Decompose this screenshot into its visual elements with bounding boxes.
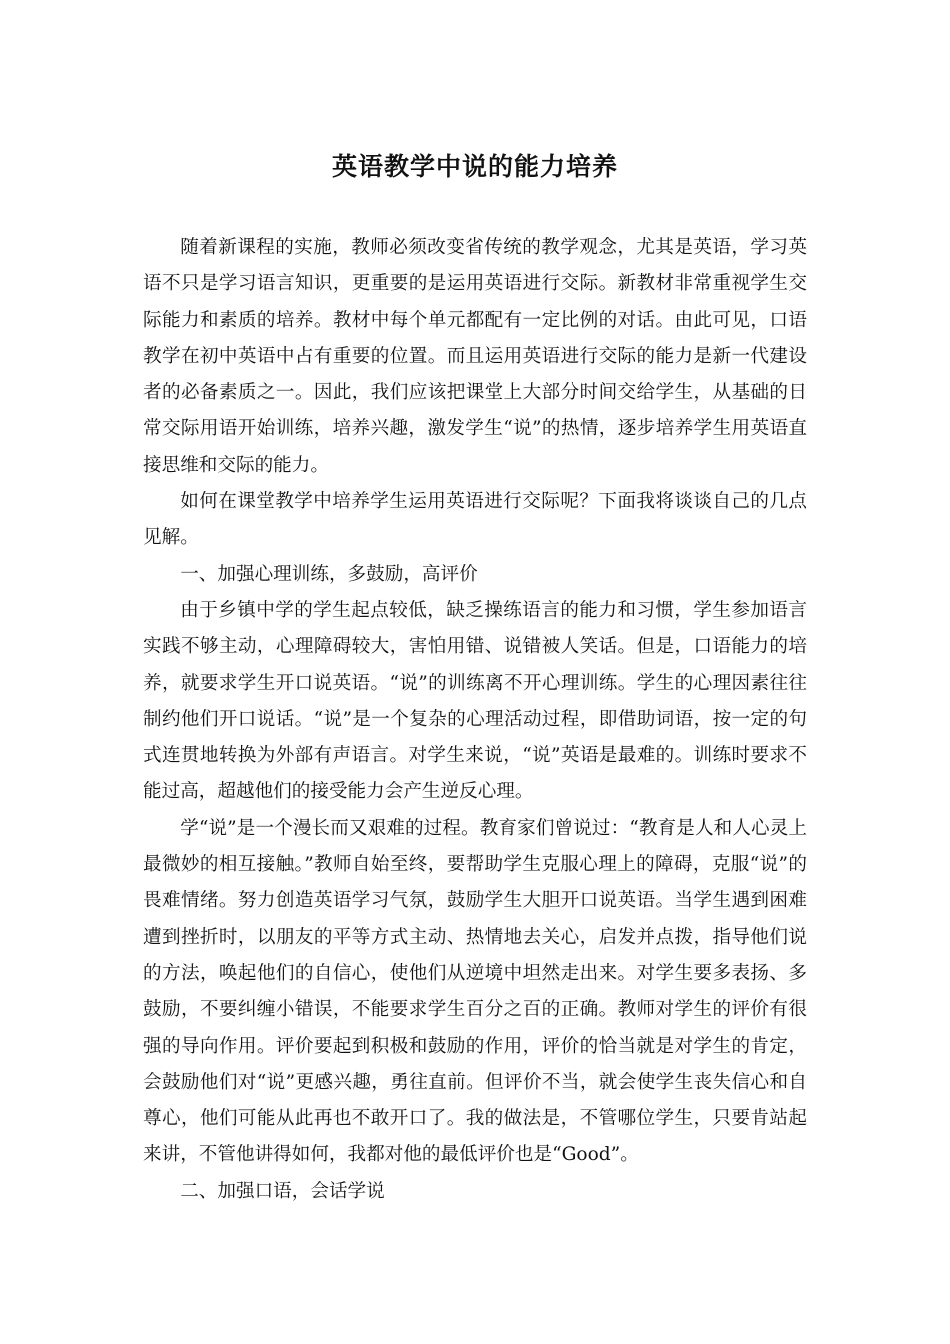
section-heading-1: 一、加强心理训练，多鼓励，高评价 xyxy=(180,563,478,585)
paragraph-section-1-a: 由于乡镇中学的学生起点较低，缺乏操练语言的能力和习惯，学生参加语言实践不够主动，心理障碍较大，害怕用错、说错被人笑话。但是，口语能力的培养，就要求学生开口说英语。“说”的训练离不开心理训练。学生的心理因素往往制约他们开口说话。“说”是一个复杂的心理活动过程，即借助词语，按一定的句式连贯地转换为外部有声语言。对学生来说，“说”英语是最难的。训练时要求不能过高，超越他们的接受能力会产生逆反心理。 xyxy=(143,599,807,803)
document-body xyxy=(143,230,807,1210)
section-heading-2: 二、加强口语，会话学说 xyxy=(180,1180,385,1202)
paragraph-question: 如何在课堂教学中培养学生运用英语进行交际呢？下面我将谈谈自己的几点见解。 xyxy=(143,491,807,549)
paragraph-intro: 随着新课程的实施，教师必须改变省传统的教学观念，尤其是英语，学习英语不只是学习语言知识，更重要的是运用英语进行交际。新教材非常重视学生交际能力和素质的培养。教材中每个单元都配有一定比例的对话。由此可见，口语教学在初中英语中占有重要的位置。而且运用英语进行交际的能力是新一代建设者的必备素质之一。因此，我们应该把课堂上大部分时间交给学生，从基础的日常交际用语开始训练，培养兴趣，激发学生“说”的热情，逐步培养学生用英语直接思维和交际的能力。 xyxy=(143,237,807,476)
document-title: 英语教学中说的能力培养 xyxy=(331,151,618,181)
paragraph-section-1-b: 学“说”是一个漫长而又艰难的过程。教育家们曾说过：“教育是人和人心灵上最微妙的相互接触。”教师自始至终，要帮助学生克服心理上的障碍，克服“说”的畏难情绪。努力创造英语学习气氛，鼓励学生大胆开口说英语。当学生遇到困难遭到挫折时，以朋友的平等方式主动、热情地去关心，启发并点拨，指导他们说的方法，唤起他们的自信心，使他们从逆境中坦然走出来。对学生要多表扬、多鼓励，不要纠缠小错误，不能要求学生百分之百的正确。教师对学生的评价有很强的导向作用。评价要起到积极和鼓励的作用，评价的恰当就是对学生的肯定，会鼓励他们对“说”更感兴趣，勇往直前。但评价不当，就会使学生丧失信心和自尊心，他们可能从此再也不敢开口了。我的做法是，不管哪位学生，只要肯站起来讲，不管他讲得如何，我都对他的最低评价也是“Good”。 xyxy=(143,817,807,1166)
